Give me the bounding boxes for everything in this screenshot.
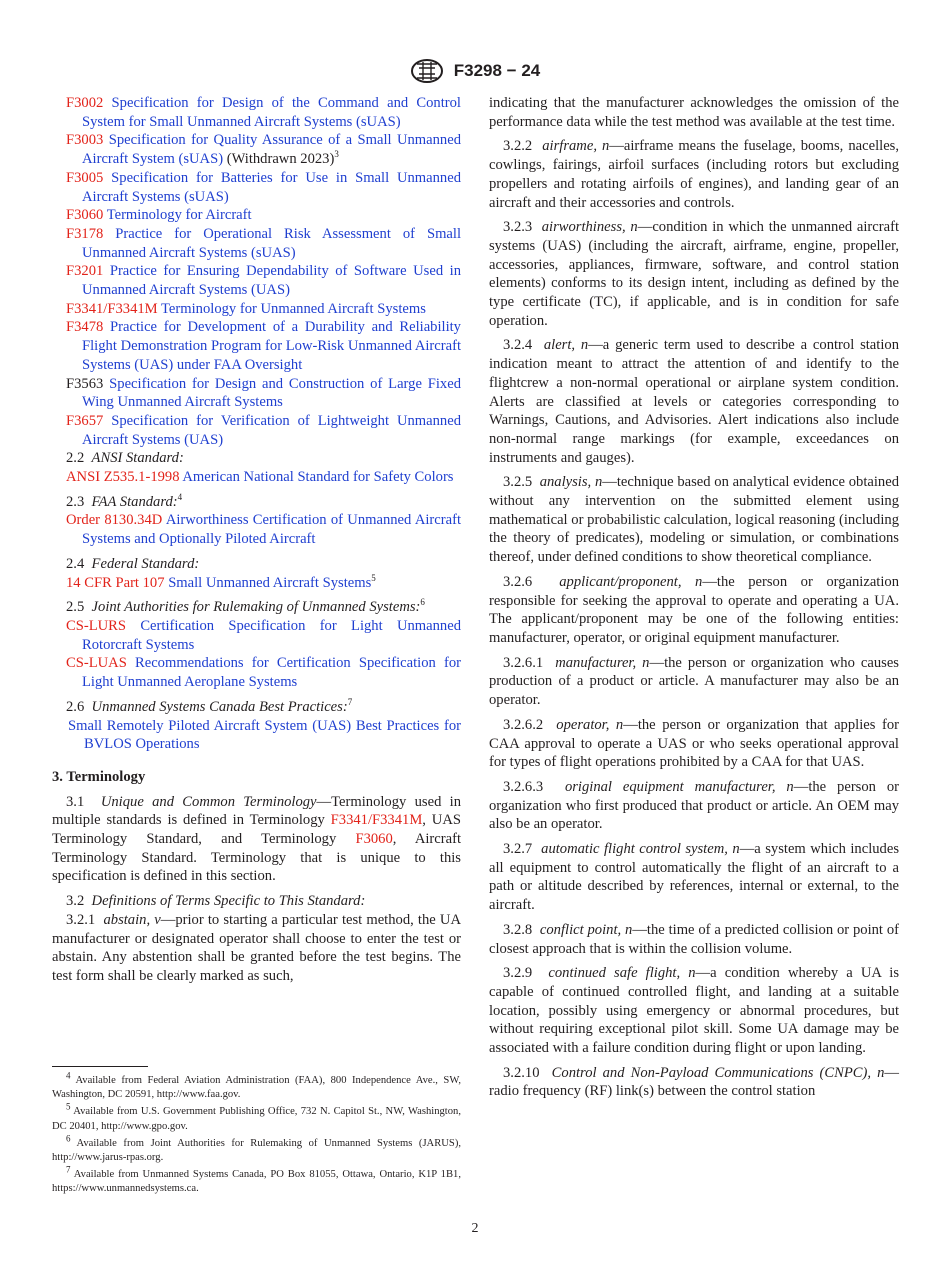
footnote-text: Available from U.S. Government Publishing Office, 732 N. Capitol St., NW, Washington, DC 20401, http://www.gpo.gov. [52,1106,461,1132]
definition-number: 3.2.6.3 [503,778,544,795]
document-id: F3298 − 24 [453,61,541,80]
definition-term: analysis, n [539,474,603,491]
ref-code: F3341/F3341M [66,300,158,317]
ref-item[interactable] [52,225,461,262]
ref-item[interactable] [52,94,461,131]
left-column [52,94,461,986]
definition-number: 3.2.2 [503,138,533,155]
ref-item[interactable] [52,206,461,225]
link-f3060[interactable]: F3060 [355,831,393,848]
ref-title: Practice for Ensuring Dependability of Software Used in Unmanned Aircraft Systems (UAS) [82,263,461,299]
footnotes [52,1070,461,1200]
definition-number: 3.2.7 [503,841,533,858]
ref-code: F3178 [66,225,104,242]
definition-term: Control and Non-Payload Communications (CNPC), n [551,1064,885,1081]
ref-sup: 3 [334,149,339,160]
definition-text: —a system which includes all equipment to control automatically the flight of an aircraft to a path or altitude described by references, internal or external, to the aircraft. [489,841,900,914]
definition-item [489,473,899,567]
ref-faa-order[interactable]: Order 8130.34D Airworthiness Certification of Unmanned Aircraft Systems and Optionally Piloted Aircraft [66,512,462,548]
ref-code: F3657 [66,412,104,429]
definition-item [489,218,899,330]
definitions-list [489,137,899,1101]
definition-term: manufacturer, n [555,654,650,671]
ref-item[interactable] [52,131,461,168]
footnote-text: Available from Unmanned Systems Canada, PO Box 81055, Ottawa, Ontario, K1P 1B1, https://www.unmannedsystems.ca. [52,1169,461,1195]
definition-text: —a generic term used to describe a control station indication meant to attract the attention of and identify to the flightcrew a non-normal operational or airplane system condition. Alerts are classified at levels or categories corresponding to Warnings, Cautions, and Advisories. Alert indications also include non-normal range markings (for example, exceedances on instruments and gauges). [489,337,899,466]
ref-item[interactable] [52,262,461,299]
definition-number: 3.2.9 [503,965,533,982]
section-2-4: 2.4 Federal Standard: [66,555,200,572]
ref-item[interactable] [52,300,461,319]
para-3-2: 3.2 Definitions of Terms Specific to This Standard: [66,893,366,910]
ref-bvlos[interactable]: Small Remotely Piloted Aircraft System (UAS) Best Practices for BVLOS Operations [68,717,461,753]
ref-code: F3005 [66,169,104,186]
para-3-2-1: 3.2.1 abstain, v—prior to starting a particular test method, the UA manufacturer or designated operator shall choose to enter the test or abstain. Any abstention shall be granted before the test begins. The test form shall be clearly marked as such, [52,911,461,984]
definition-term: airframe, n [542,138,610,155]
ref-title: Practice for Development of a Durability and Reliability Flight Demonstration Program for Low-Risk Unmanned Aircraft Systems (UAS) under FAA Oversight [82,319,461,373]
section-2-2: 2.2 ANSI Standard: [66,450,184,467]
ref-title: Terminology for Unmanned Aircraft Systems [161,300,426,317]
definition-item [489,778,899,834]
astm-logo-icon [410,58,444,84]
definition-item [489,1064,899,1101]
footnote-mark: 5 [66,1101,71,1112]
definition-text: —the person or organization responsible for seeking the approval to operate and operating a UA. The applicant/proponent may be one of the following entities: manufacturer, operator, or original equipment manufacturer. [489,573,900,646]
definition-item [489,654,899,710]
ref-item[interactable] [52,169,461,206]
definition-text: —condition in which the unmanned aircraft systems (UAS) (including the aircraft, airframe, engine, propeller, accessories, appliances, firmware, software, and control station elements) conforms to its design intent, including as defined by the type certificate (TC), if applicable, and is in condition for safe operation. [489,219,900,329]
definition-number: 3.2.5 [503,474,533,491]
ref-title: Specification for Quality Assurance of a Small Unmanned Aircraft System (sUAS) [82,132,461,168]
ref-code: F3563 [66,375,104,392]
right-column [489,94,899,1107]
footnote-item [52,1164,461,1196]
ref-item[interactable] [52,318,461,374]
definition-number: 3.2.10 [503,1064,540,1081]
definition-item [489,336,899,467]
definition-term: airworthiness, n [541,219,638,236]
page-header [0,58,950,84]
ref-title: Specification for Design of the Command and Control System for Small Unmanned Aircraft Systems (sUAS) [82,95,461,130]
definition-text: —airframe means the fuselage, booms, nacelles, cowlings, fairings, airfoil surfaces (including rotors but excluding propellers and rotating airfoils of engines), and landing gear of an aircraft and their accessories and controls. [489,138,899,211]
ref-cs-lurs[interactable]: CS-LURS Certification Specification for Light Unmanned Rotorcraft Systems [66,617,461,653]
ref-code: F3478 [66,319,104,336]
ref-code: F3002 [66,95,104,111]
ref-code: F3201 [66,263,104,280]
definition-text: —the person or organization that applies for CAA approval to operate a UAS or who seeks operational approval for types of flight operations prohibited by a CAA for that UAS. [489,716,899,771]
definition-text: —the person or organization who causes production of a product or article. A manufacturer may also be an operator. [489,654,899,709]
definition-number: 3.2.4 [503,337,533,354]
footnote-divider [52,1066,148,1067]
footnote-mark: 4 [66,1070,71,1081]
section-3-heading: 3. Terminology [52,768,146,785]
section-2-3: 2.3 FAA Standard:$^4$ [66,491,183,510]
footnote-mark: 6 [66,1133,71,1144]
definition-term: conflict point, n [539,921,633,938]
footnote-item [52,1101,461,1133]
definition-item [489,573,899,648]
definition-item [489,716,899,772]
ref-note: (Withdrawn 2023) [223,151,335,168]
reference-list [52,94,461,449]
definition-term: operator, n [556,716,624,733]
ref-title: Specification for Batteries for Use in Small Unmanned Aircraft Systems (sUAS) [82,169,461,205]
footnote-mark: 7 [66,1164,71,1175]
definition-number: 3.2.3 [503,219,533,236]
definition-term: applicant/proponent, n [559,573,703,590]
definition-number: 3.2.6.2 [503,716,544,733]
ref-title: Specification for Design and Construction of Large Fixed Wing Unmanned Aircraft Systems [82,375,461,411]
definition-item [489,137,899,212]
ref-code: F3060 [66,207,104,224]
link-f3341[interactable]: F3341/F3341M [330,812,423,829]
definition-number: 3.2.8 [503,921,533,938]
definition-term: automatic flight control system, n [541,841,740,858]
page-number: 2 [471,1221,479,1236]
definition-item [489,840,899,915]
ref-cs-luas[interactable]: CS-LUAS Recommendations for Certification Specification for Light Unmanned Aeroplane Systems [66,655,461,691]
ref-item[interactable] [52,412,461,449]
definition-text: —radio frequency (RF) link(s) between the control station [489,1064,899,1100]
definition-text: —the person or organization who first produced that product or article. An OEM may also be an operator. [489,778,900,833]
ref-cfr[interactable]: 14 CFR Part 107 Small Unmanned Aircraft Systems$^5$ [66,572,376,591]
ref-ansi[interactable]: ANSI Z535.1-1998 American National Standard for Safety Colors [66,469,454,486]
definition-term: continued safe flight, n [548,965,696,982]
ref-item[interactable] [52,375,461,412]
definition-text: —a condition whereby a UA is capable of continued controlled flight, and landing at a suitable location, possibly using emergency or abnormal procedures, but without requiring exceptional pilot skill. Some UA damage may be associated with a failure condition during flight or upon landing. [489,965,900,1057]
footnote-item [52,1133,461,1165]
continued-text: indicating that the manufacturer acknowledges the omission of the performance data while the test method was available at the test time. [489,95,899,130]
footnote-item [52,1070,461,1102]
para-3-1: 3.1 Unique and Common Terminology—Terminology used in multiple standards is defined in Terminology F3341/F3341M, UAS Terminology Standard, and Terminology F3060, Aircraft Terminology Standard. Terminology that is unique to this specification is defined in this section. [52,793,462,885]
ref-title: Practice for Operational Risk Assessment of Small Unmanned Aircraft Systems (sUAS) [82,225,462,261]
definition-item [489,964,899,1058]
section-2-6: 2.6 Unmanned Systems Canada Best Practices:$^7$ [66,696,353,715]
section-2-5: 2.5 Joint Authorities for Rulemaking of Unmanned Systems:$^6$ [66,597,425,616]
ref-title: Specification for Verification of Lightweight Unmanned Aircraft Systems (UAS) [82,412,461,448]
ref-code: F3003 [66,132,104,149]
definition-term: original equipment manufacturer, n [564,778,794,795]
definition-item [489,921,899,958]
definition-number: 3.2.6 [503,573,533,590]
definition-text: —the time of a predicted collision or point of closest approach that is within the collision volume. [489,921,899,957]
definition-term: alert, n [543,337,589,354]
definition-text: —technique based on analytical evidence obtained without any intervention on the submitted element using mathematical or probabilistic calculation, logical reasoning (including the theory of predicates), modeling or simulation, or combinations thereof, under defined conditions to show theoretical compliance. [489,474,900,566]
definition-number: 3.2.6.1 [503,654,544,671]
footnote-text: Available from Joint Authorities for Rulemaking of Unmanned Systems (JARUS), http://www.jarus-rpas.org. [52,1137,461,1164]
footnote-text: Available from Federal Aviation Administration (FAA), 800 Independence Ave., SW, Washington, DC 20591, http://www.faa.gov. [52,1075,461,1101]
ref-title: Terminology for Aircraft [106,207,252,224]
